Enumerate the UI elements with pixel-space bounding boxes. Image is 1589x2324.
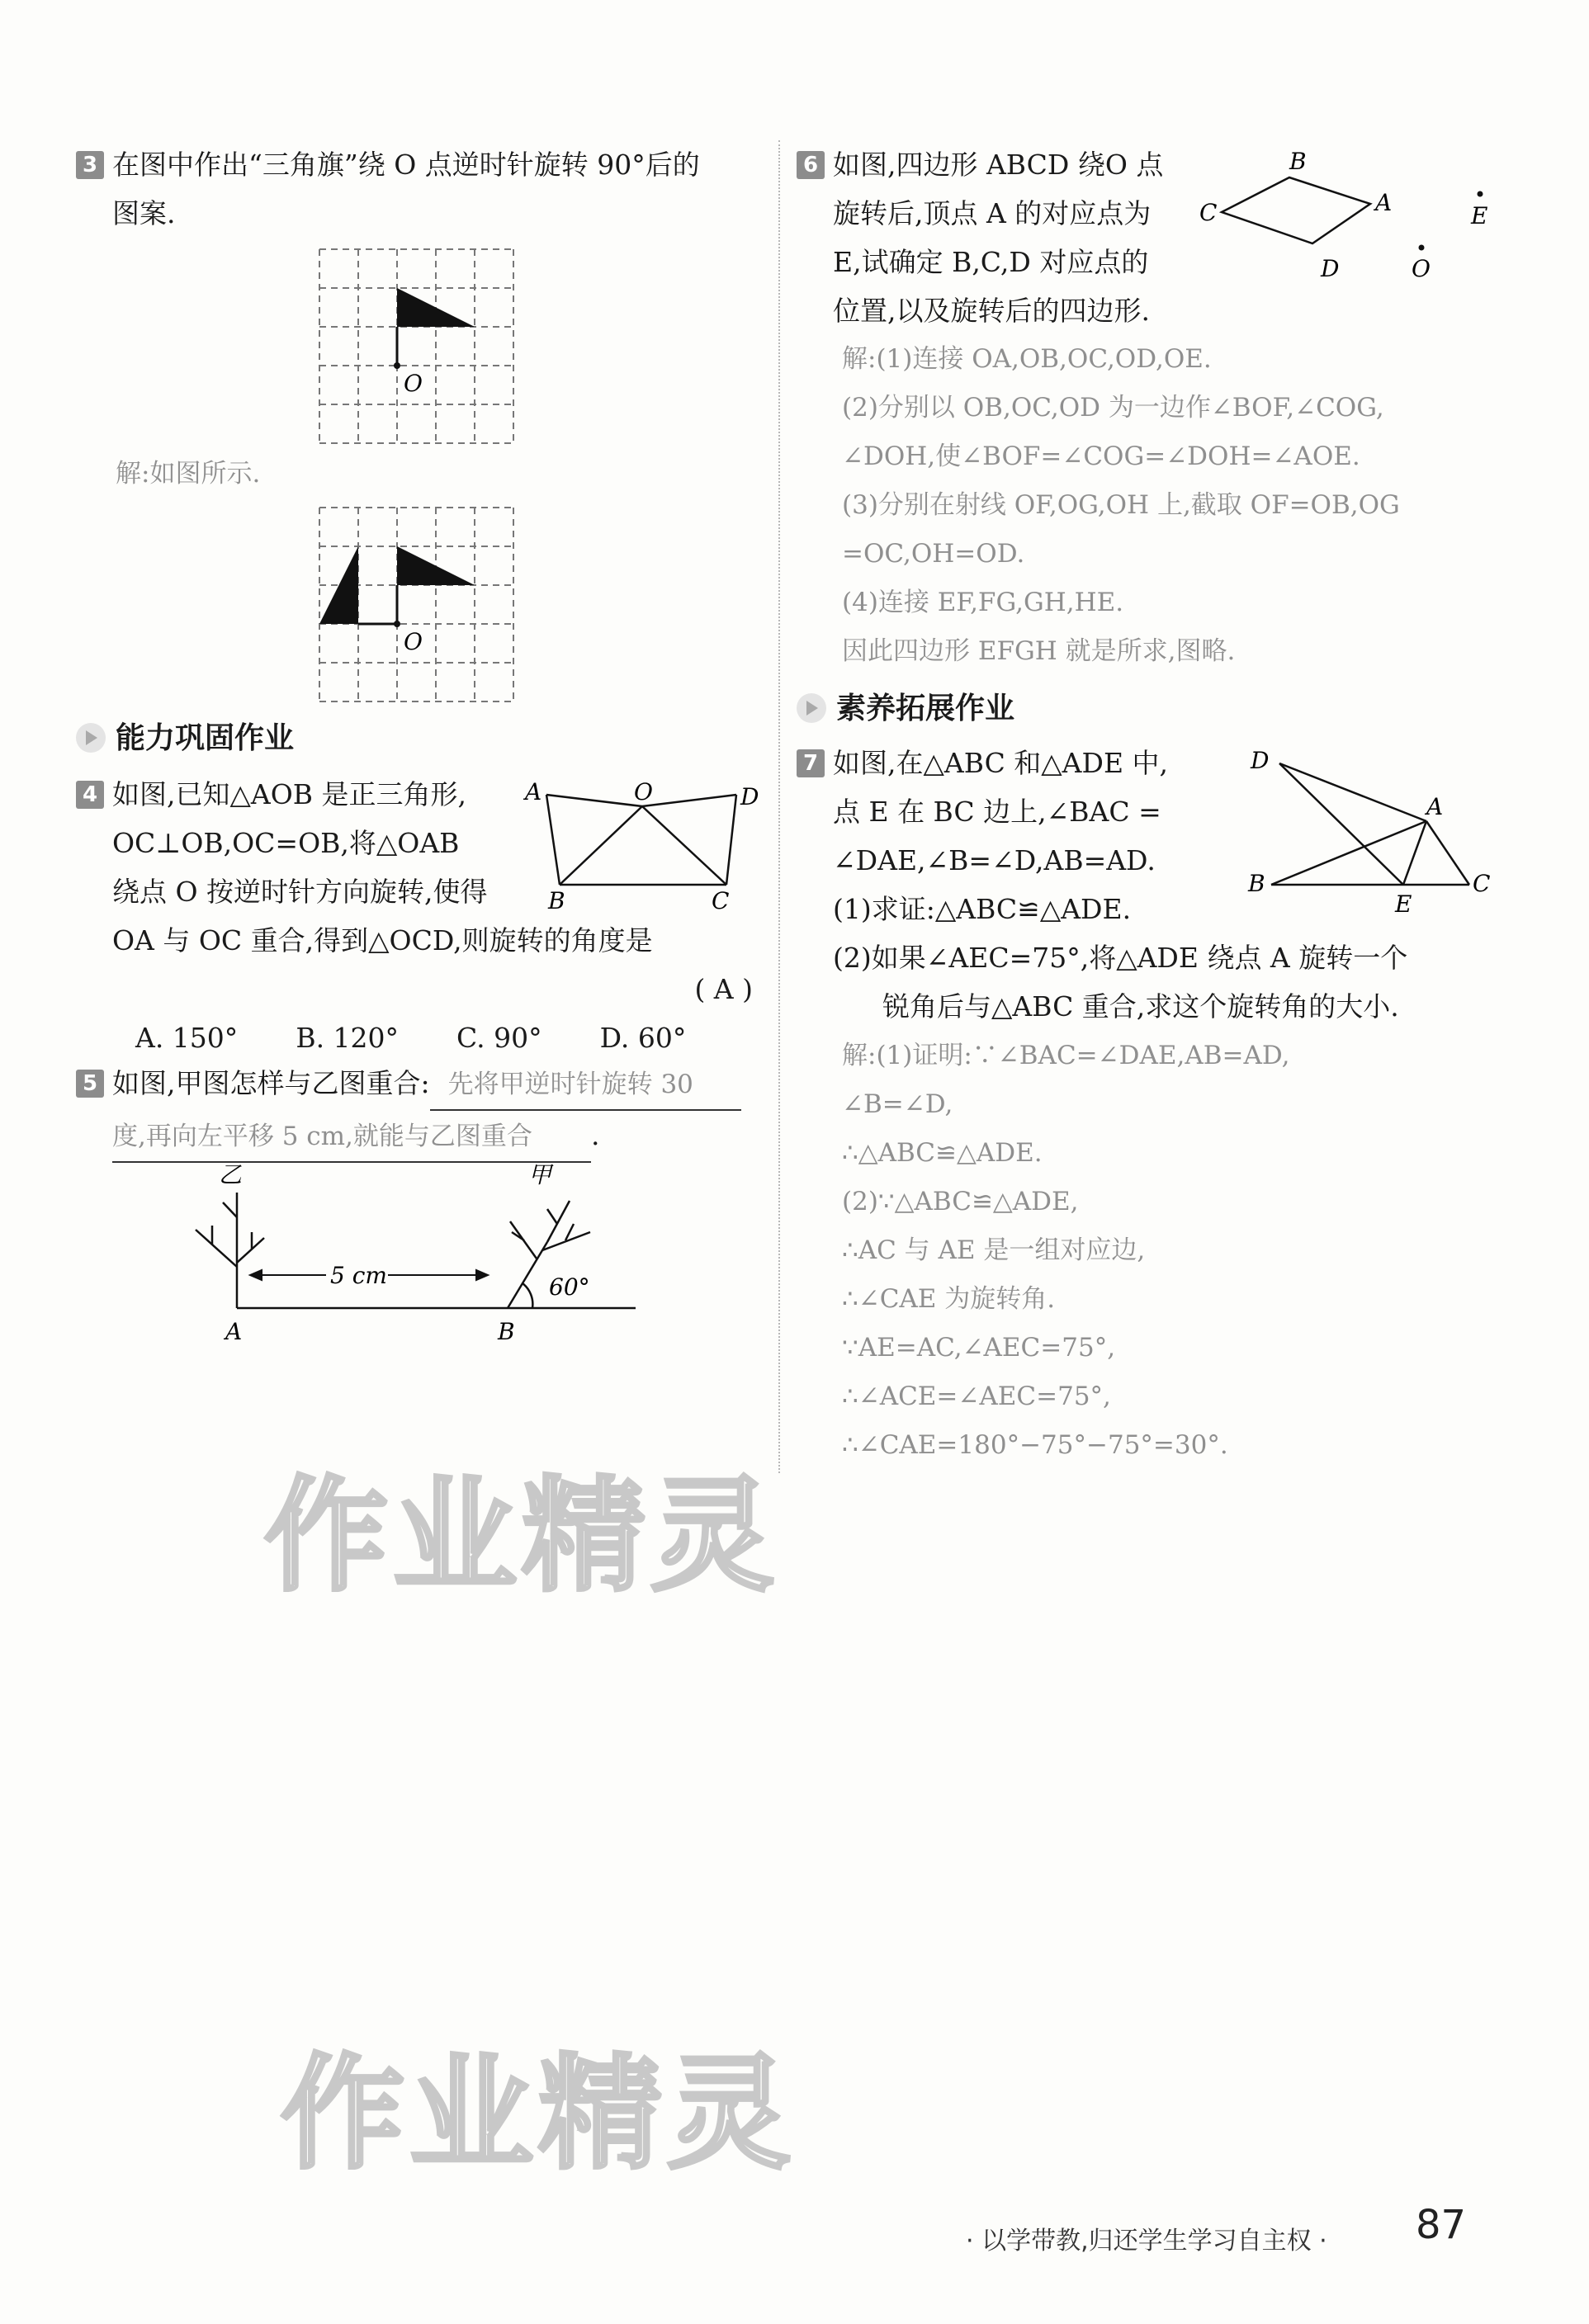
question-number: 3 bbox=[76, 151, 104, 179]
option-d: D. 60° bbox=[599, 1022, 687, 1054]
q4-figure bbox=[520, 772, 764, 916]
label-o: O bbox=[634, 778, 653, 805]
footer-slogan: · 以学带教,归还学生学习自主权 · bbox=[966, 2227, 1327, 2256]
q6-answer bbox=[842, 335, 1560, 676]
label-d: D bbox=[1251, 747, 1270, 774]
question-number: 6 bbox=[797, 151, 825, 179]
answer-line: ∴∠CAE 为旋转角. bbox=[842, 1284, 1056, 1314]
q5-tree-figure bbox=[186, 1160, 648, 1349]
label-angle: 60° bbox=[549, 1273, 590, 1301]
question-line: OC⊥OB,OC=OB,将△OAB bbox=[112, 827, 460, 859]
answer-choice: ( A ) bbox=[694, 973, 753, 1005]
answer-line: (4)连接 EF,FG,GH,HE. bbox=[842, 588, 1124, 617]
question-number: 4 bbox=[76, 781, 104, 809]
label-c: C bbox=[712, 887, 730, 914]
fill-answer: 先将甲逆时针旋转 30 bbox=[430, 1060, 741, 1111]
answer-line: ∴△ABC≌△ADE. bbox=[842, 1138, 1043, 1168]
label-a: A bbox=[225, 1318, 243, 1345]
question-line: (1)求证:△ABC≌△ADE. bbox=[833, 893, 1132, 925]
section-title-text: 能力巩固作业 bbox=[116, 721, 295, 755]
question-line: 如图,在△ABC 和△ADE 中, bbox=[833, 747, 1169, 779]
column-divider bbox=[778, 140, 780, 1473]
answer-line: 解:(1)证明:∵∠BAC=∠DAE,AB=AD, bbox=[842, 1041, 1290, 1070]
answer-line: (3)分别在射线 OF,OG,OH 上,截取 OF=OB,OG bbox=[842, 490, 1400, 520]
q7-answer bbox=[842, 1032, 1560, 1470]
label-b: B bbox=[1248, 870, 1265, 897]
option-c: C. 90° bbox=[456, 1022, 542, 1054]
question-line: OA 与 OC 重合,得到△OCD,则旋转的角度是 bbox=[112, 924, 653, 957]
question-line: 绕点 O 按逆时针方向旋转,使得 bbox=[112, 876, 488, 908]
q7-figure bbox=[1238, 739, 1502, 916]
point-label: O bbox=[404, 628, 423, 655]
question-number: 7 bbox=[797, 749, 825, 777]
q3-answer-figure bbox=[318, 506, 516, 704]
label-d: D bbox=[740, 783, 759, 810]
question-line: E,试确定 B,C,D 对应点的 bbox=[833, 246, 1149, 278]
label-a: A bbox=[1375, 189, 1393, 216]
q3-flag-figure bbox=[318, 248, 516, 446]
question-line: 旋转后,顶点 A 的对应点为 bbox=[833, 197, 1152, 229]
point-o bbox=[394, 362, 400, 369]
answer-line: ∴∠ACE=∠AEC=75°, bbox=[842, 1382, 1111, 1411]
question-5 bbox=[76, 1059, 769, 1163]
label-e: E bbox=[1471, 202, 1488, 229]
label-e: E bbox=[1395, 890, 1412, 916]
watermark: 作业精灵 bbox=[264, 1465, 780, 1608]
label-o: O bbox=[1412, 255, 1431, 282]
point-o bbox=[394, 621, 400, 627]
page-number: 87 bbox=[1416, 2202, 1467, 2248]
option-a: A. 150° bbox=[135, 1022, 239, 1054]
answer-line: 解:(1)连接 OA,OB,OC,OD,OE. bbox=[842, 344, 1212, 374]
answer-line: ∠DOH,使∠BOF=∠COG=∠DOH=∠AOE. bbox=[842, 442, 1360, 471]
point-label: O bbox=[404, 370, 423, 397]
question-line: 点 E 在 BC 边上,∠BAC = bbox=[833, 796, 1161, 828]
question-line: 如图,已知△AOB 是正三角形, bbox=[112, 778, 466, 810]
answer-line: (2)分别以 OB,OC,OD 为一边作∠BOF,∠COG, bbox=[842, 393, 1384, 423]
label-distance: 5 cm bbox=[330, 1262, 387, 1289]
section-title bbox=[797, 685, 1014, 727]
answer-line: ∠B=∠D, bbox=[842, 1089, 953, 1119]
answer-line: ∵AE=AC,∠AEC=75°, bbox=[842, 1333, 1116, 1363]
label-yi: 乙 bbox=[219, 1161, 243, 1188]
arrow-icon bbox=[797, 693, 826, 723]
arrow-icon bbox=[76, 723, 106, 753]
answer-line: (2)∵△ABC≌△ADE, bbox=[842, 1187, 1079, 1216]
point-o bbox=[1419, 245, 1425, 251]
question-line: (2)如果∠AEC=75°,将△ADE 绕点 A 旋转一个 bbox=[833, 942, 1408, 974]
option-b: B. 120° bbox=[296, 1022, 400, 1054]
label-b: B bbox=[498, 1318, 515, 1345]
label-a: A bbox=[525, 778, 542, 805]
label-a: A bbox=[1426, 793, 1444, 820]
punctuation: . bbox=[591, 1119, 600, 1151]
question-text: 如图,甲图怎样与乙图重合: bbox=[112, 1067, 430, 1099]
point-e bbox=[1478, 191, 1483, 197]
answer-line: ∴AC 与 AE 是一组对应边, bbox=[842, 1235, 1146, 1265]
q3-answer: 解:如图所示. bbox=[116, 459, 261, 489]
answer-line: ∴∠CAE=180°−75°−75°=30°. bbox=[842, 1430, 1228, 1460]
question-text: 图案. bbox=[112, 197, 176, 229]
label-b: B bbox=[548, 887, 565, 914]
watermark: 作业精灵 bbox=[281, 2043, 797, 2186]
flag-original bbox=[397, 546, 475, 585]
question-3 bbox=[76, 140, 769, 238]
label-jia: 甲 bbox=[528, 1161, 552, 1188]
section-title-text: 素养拓展作业 bbox=[836, 692, 1015, 725]
label-c: C bbox=[1473, 870, 1491, 897]
flag-shape bbox=[397, 288, 475, 327]
label-b: B bbox=[1289, 148, 1307, 175]
question-line: 如图,四边形 ABCD 绕O 点 bbox=[833, 149, 1164, 181]
label-d: D bbox=[1321, 255, 1340, 282]
section-title bbox=[76, 715, 294, 757]
question-line: 锐角后与△ABC 重合,求这个旋转角的大小. bbox=[882, 990, 1399, 1023]
q6-figure bbox=[1197, 144, 1502, 289]
answer-line: 因此四边形 EFGH 就是所求,图略. bbox=[842, 636, 1236, 666]
fill-answer: 度,再向左平移 5 cm,就能与乙图重合 bbox=[112, 1112, 591, 1163]
question-text: 在图中作出“三角旗”绕 O 点逆时针旋转 90°后的 bbox=[112, 149, 700, 181]
label-c: C bbox=[1199, 199, 1218, 226]
question-line: 位置,以及旋转后的四边形. bbox=[833, 295, 1150, 327]
answer-line: =OC,OH=OD. bbox=[842, 539, 1025, 569]
question-line: ∠DAE,∠B=∠D,AB=AD. bbox=[833, 844, 1156, 876]
question-number: 5 bbox=[76, 1070, 104, 1098]
